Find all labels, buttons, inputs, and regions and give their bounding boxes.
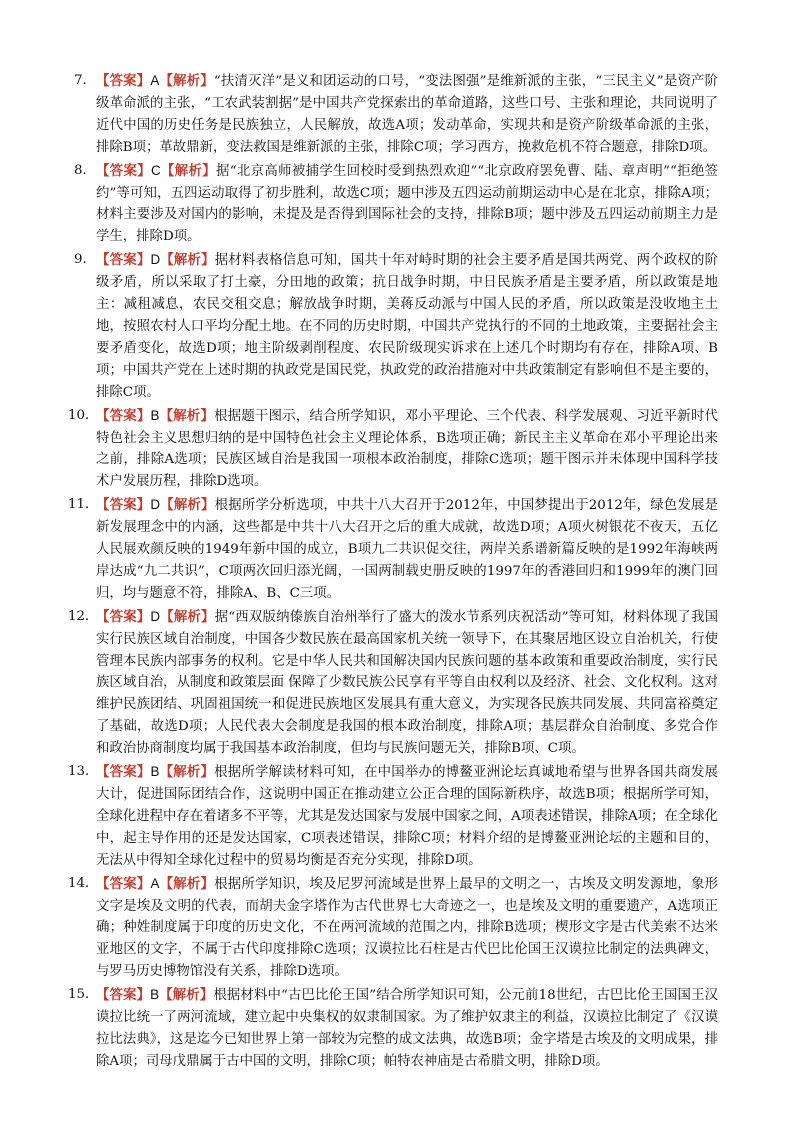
item-number: 15． bbox=[68, 987, 99, 1003]
answer-tag: 【答案】 bbox=[96, 73, 151, 89]
analysis-tag: 【解析】 bbox=[159, 73, 214, 89]
answer-tag: 【答案】 bbox=[96, 162, 151, 179]
item-number: 8． bbox=[74, 162, 96, 178]
explanation-text: 根据所学知识，埃及尼罗河流域是世界上最早的文明之一，古埃及文明发源地，象形文字是埃及文明的代表，而胡夫金字塔作为古代世界七大奇迹之一，也是埃及文明的重要遗产，A选项正确；种姓制度属于印度的历史文化，不在两河流域的范围之内，排除B选项；楔形文字是古代美索不达米亚地区的文字，不属于古代印度排除C选项；汉谟拉比石柱是古代巴比伦国王汉谟拉比制定的法典碑文，与罗马历史博物馆没有关系，排除D选项。 bbox=[96, 876, 719, 980]
explanation-text: 据材料表格信息可知，国共十年对峙时期的社会主要矛盾是国共两党、两个政权的阶级矛盾，所以采取了打土豪，分田地的政策；抗日战争时期，中日民族矛盾是主要矛盾，所以政策是地主：减租减息，农民交租交息；解放战争时期，美蒋反动派与中国人民的矛盾，所以政策是没收地主土地，按照农村人口平均分配土地。在不同的历史时期，中国共产党执行的不同的土地政策，主要据社会主要矛盾变化，故选D项；地主阶级剥削程度、农民阶级现实诉求在上述几个时期均有存在，排除A项、B项；中国共产党在上述时期的执政党是国民党，执政党的政治措施对中共政策制定有影响但不是主要的，排除C项。 bbox=[96, 253, 719, 400]
analysis-tag: 【解析】 bbox=[159, 987, 214, 1004]
answer-tag: 【答案】 bbox=[96, 252, 151, 269]
answer-item-12 bbox=[68, 606, 718, 760]
item-number: 14． bbox=[68, 875, 99, 891]
item-number: 11． bbox=[68, 497, 99, 513]
answer-letter: B bbox=[150, 764, 160, 780]
answer-letter: A bbox=[150, 73, 160, 88]
answer-item-7 bbox=[74, 70, 719, 159]
analysis-tag: 【解析】 bbox=[160, 608, 215, 625]
analysis-tag: 【解析】 bbox=[159, 407, 215, 424]
explanation-text: 根据材料中“古巴比伦王国”结合所学知识可知，公元前18世纪，古巴比伦王国国王汉谟拉比统一了两河流域，建立起中央集权的奴隶制国家。为了维护奴隶主的利益，汉谟拉比制定了《汉谟拉比法典》，这是迄今已知世界上第一部较为完整的成文法典，故选B项；金字塔是古埃及的文明成果，排除A项；司母戊鼎属于古中国的文明，排除C项；帕特农神庙是古希腊文明，排除D项。 bbox=[96, 988, 719, 1069]
explanation-text: 据“北京高师被捕学生回校时受到热烈欢迎”“北京政府罢免曹、陆、章声明”“拒绝签约”等可知，五四运动取得了初步胜利，故选C项；题中涉及五四运动前期运动中心是在北京，排除A项；材料主要涉及对国内的影响，未提及是否得到国际社会的支持，排除B项；题中涉及五四运动前期主力是学生，排除D项。 bbox=[96, 163, 719, 245]
analysis-tag: 【解析】 bbox=[160, 252, 215, 269]
analysis-tag: 【解析】 bbox=[160, 162, 216, 179]
explanation-text: 据“西双版纳傣族自治州举行了盛大的泼水节系列庆祝活动”等可知，材料体现了我国实行民族区域自治制度，中国各少数民族在最高国家机关统一领导下，在其聚居地区设立自治机关，行使管理本民族内部事务的权利。它是中华人民共和国解决国内民族问题的基本政策和重要政治制度，实行民族区域自治，从制度和政策层面 保障了少数民族公民享有平等自由权利以及经济、社会、文化权利。这对维护民族团结、巩固祖国统一和促进民族地区发展具有重大意义，为实现各民族共同发展、共同富裕奠定了基础，故选D项；人民代表大会制度是我国的根本政治制度，排除A项；基层群众自治制度、多党合作和政治协商制度均属于我国基本政治制度，但均与民族问题无关，排除B项、C项。 bbox=[96, 609, 718, 757]
answer-letter: B bbox=[150, 987, 160, 1003]
item-number: 13． bbox=[68, 764, 99, 780]
item-number: 7． bbox=[74, 73, 96, 88]
answer-tag: 【答案】 bbox=[96, 987, 151, 1004]
item-number: 10． bbox=[68, 407, 99, 423]
answer-item-10 bbox=[68, 405, 719, 494]
item-number: 9． bbox=[74, 252, 96, 268]
answer-item-9 bbox=[74, 249, 719, 403]
explanation-text: “扶清灭洋”是义和团运动的口号，“变法图强”是维新派的主张，“三民主义”是资产阶级革命派的主张，“工农武装割据”是中国共产党探索出的革命道路，这些口号、主张和理论，共同说明了近代中国的历史任务是民族独立，人民解放，故选A项；发动革命，实现共和是资产阶级革命派的主张，排除B项；革故鼎新，变法救国是维新派的主张，排除C项；学习西方，挽救危机不符合题意，排除D项。 bbox=[96, 74, 719, 155]
answer-tag: 【答案】 bbox=[96, 875, 151, 892]
answer-tag: 【答案】 bbox=[96, 407, 151, 424]
answer-item-11 bbox=[68, 494, 719, 605]
answer-tag: 【答案】 bbox=[96, 497, 151, 514]
item-number: 12． bbox=[68, 608, 99, 624]
answer-explanations bbox=[0, 70, 794, 1073]
answer-tag: 【答案】 bbox=[96, 608, 151, 625]
analysis-tag: 【解析】 bbox=[159, 764, 215, 781]
explanation-text: 根据所学解读材料可知，在中国举办的博鳌亚洲论坛真诚地希望与世界各国共商发展大计，促进国际团结合作，这说明中国正在推动建立公正合理的国际新秩序，故选B项；根据所学可知，全球化进程中存在着诸多不平等，尤其是发达国家与发展中国家之间，A项表述错误，排除A项；在全球化中，起主导作用的还是发达国家，C项表述错误，排除C项；材料介绍的是博鳌亚洲论坛的主题和目的，无法从中得知全球化过程中的贸易均衡是否充分实现，排除D项。 bbox=[96, 765, 719, 868]
answer-item-8 bbox=[74, 160, 719, 249]
answer-letter: D bbox=[150, 252, 161, 268]
explanation-text: 根据所学分析选项，中共十八大召开于2012年，中国梦提出于2012年，绿色发展是新发展理念中的内涵，这些都是中共十八大召开之后的重大成就，故选D项；A项火树银花不夜天，五亿人民展欢颜反映的1949年新中国的成立，B项九二共识促交往，两岸关系谱新篇反映的是1992年海峡两岸达成“九二共识”，C项两次回归添光阔，一国两制载史册反映的1997年的香港回归和1999年的澳门回归，均与题意不符，排除A、B、C三项。 bbox=[96, 498, 719, 601]
answer-letter: A bbox=[150, 875, 160, 891]
explanation-text: 根据题干图示，结合所学知识，邓小平理论、三个代表、科学发展观、习近平新时代特色社会主义思想归纳的是中国特色社会主义理论体系，B选项正确；新民主主义革命在邓小平理论出来之前，排除A选项；民族区域自治是我国一项根本政治制度，排除C选项；题干图示并未体现中国科学技术户发展历程，排除D选项。 bbox=[96, 408, 719, 490]
answer-letter: D bbox=[150, 608, 161, 624]
analysis-tag: 【解析】 bbox=[159, 875, 215, 892]
answer-letter: B bbox=[150, 407, 160, 423]
analysis-tag: 【解析】 bbox=[160, 497, 215, 514]
answer-item-13 bbox=[68, 761, 719, 872]
answer-letter: D bbox=[150, 497, 161, 513]
answer-letter: C bbox=[150, 162, 161, 178]
answer-item-15 bbox=[68, 984, 719, 1073]
answer-item-14 bbox=[68, 873, 719, 984]
answer-tag: 【答案】 bbox=[96, 764, 151, 781]
